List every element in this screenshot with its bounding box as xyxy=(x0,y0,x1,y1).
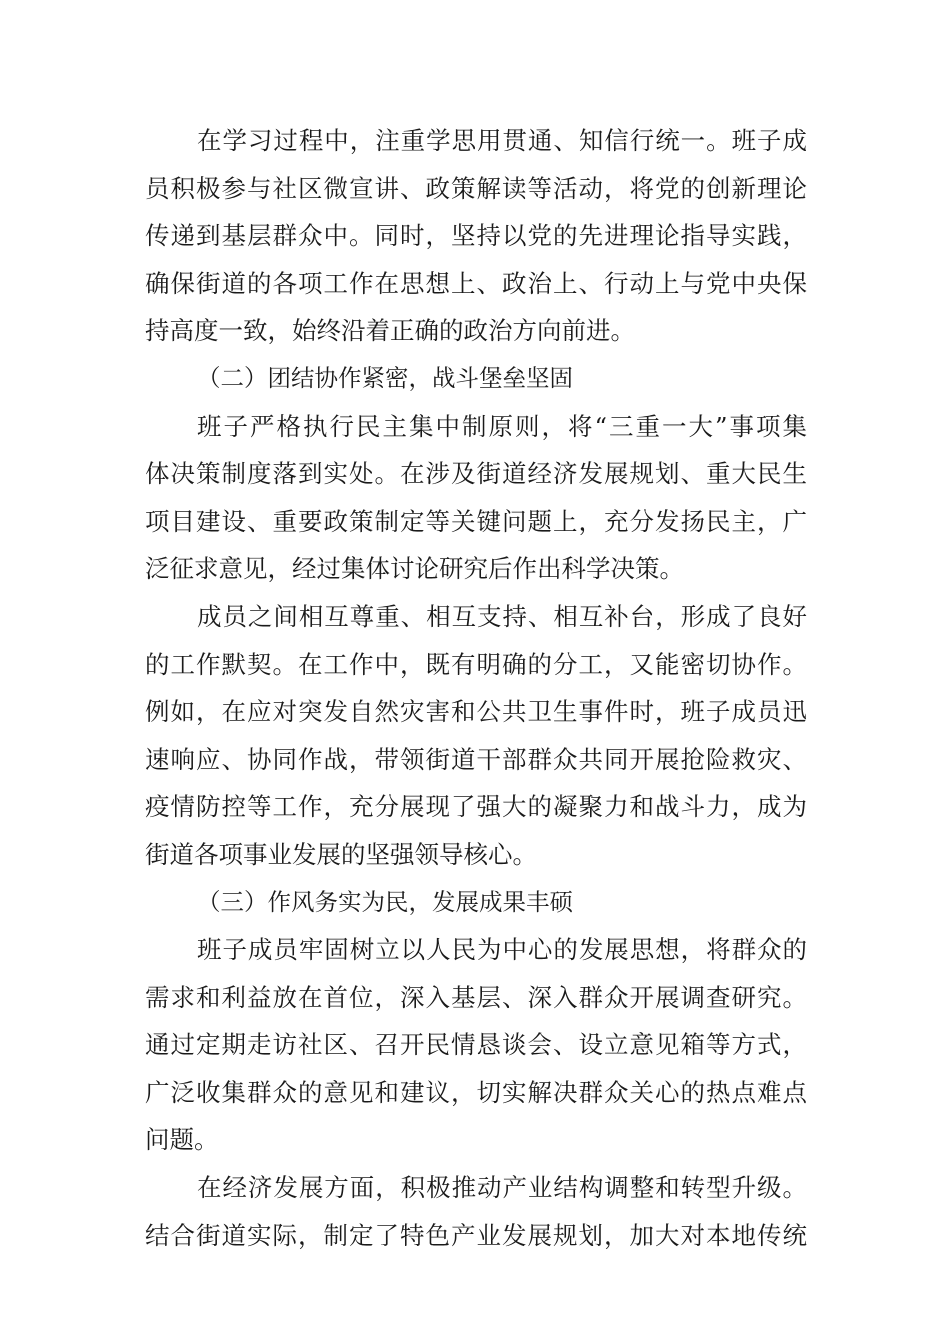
text-line: 项目建设、重要政策制定等关键问题上，充分发扬民主，广 xyxy=(145,506,807,536)
text-line: 疫情防控等工作，充分展现了强大的凝聚力和战斗力，成为 xyxy=(145,792,807,822)
text-line: 成员之间相互尊重、相互支持、相互补台，形成了良好 xyxy=(197,601,807,631)
text-line: 传递到基层群众中。同时，坚持以党的先进理论指导实践， xyxy=(145,221,807,251)
heading-text: （三）作风务实为民，发展成果丰硕 xyxy=(197,887,573,916)
paragraph xyxy=(145,403,807,593)
text-line: 需求和利益放在首位，深入基层、深入群众开展调查研究。 xyxy=(145,982,807,1012)
text-line: 确保街道的各项工作在思想上、政治上、行动上与党中央保 xyxy=(145,268,807,298)
text-line: 持高度一致，始终沿着正确的政治方向前进。 xyxy=(145,316,635,346)
paragraph xyxy=(145,593,807,879)
text-line: 班子严格执行民主集中制原则，将“三重一大”事项集 xyxy=(197,411,807,441)
text-line: 班子成员牢固树立以人民为中心的发展思想，将群众的 xyxy=(197,935,807,965)
paragraph xyxy=(145,1164,807,1259)
text-line: 例如，在应对突发自然灾害和公共卫生事件时，班子成员迅 xyxy=(145,697,807,727)
text-line: 速响应、协同作战，带领街道干部群众共同开展抢险救灾、 xyxy=(145,744,807,774)
text-line: 在经济发展方面，积极推动产业结构调整和转型升级。 xyxy=(197,1173,807,1203)
section-heading xyxy=(145,879,807,927)
section-heading xyxy=(145,355,807,403)
paragraph xyxy=(145,926,807,1164)
text-line: 的工作默契。在工作中，既有明确的分工，又能密切协作。 xyxy=(145,649,807,679)
text-line: 街道各项事业发展的坚强领导核心。 xyxy=(145,839,537,869)
paragraph xyxy=(145,117,807,355)
text-line: 问题。 xyxy=(145,1125,219,1155)
text-line: 体决策制度落到实处。在涉及街道经济发展规划、重大民生 xyxy=(145,459,807,489)
document-page xyxy=(145,117,807,1259)
text-line: 员积极参与社区微宣讲、政策解读等活动，将党的创新理论 xyxy=(145,173,807,203)
text-line: 结合街道实际，制定了特色产业发展规划，加大对本地传统 xyxy=(145,1220,807,1250)
text-line: 在学习过程中，注重学思用贯通、知信行统一。班子成 xyxy=(197,126,807,155)
heading-text: （二）团结协作紧密，战斗堡垒坚固 xyxy=(197,363,573,392)
text-line: 广泛收集群众的意见和建议，切实解决群众关心的热点难点 xyxy=(145,1077,807,1107)
text-line: 通过定期走访社区、召开民情恳谈会、设立意见箱等方式， xyxy=(145,1030,807,1060)
text-line: 泛征求意见，经过集体讨论研究后作出科学决策。 xyxy=(145,554,684,584)
